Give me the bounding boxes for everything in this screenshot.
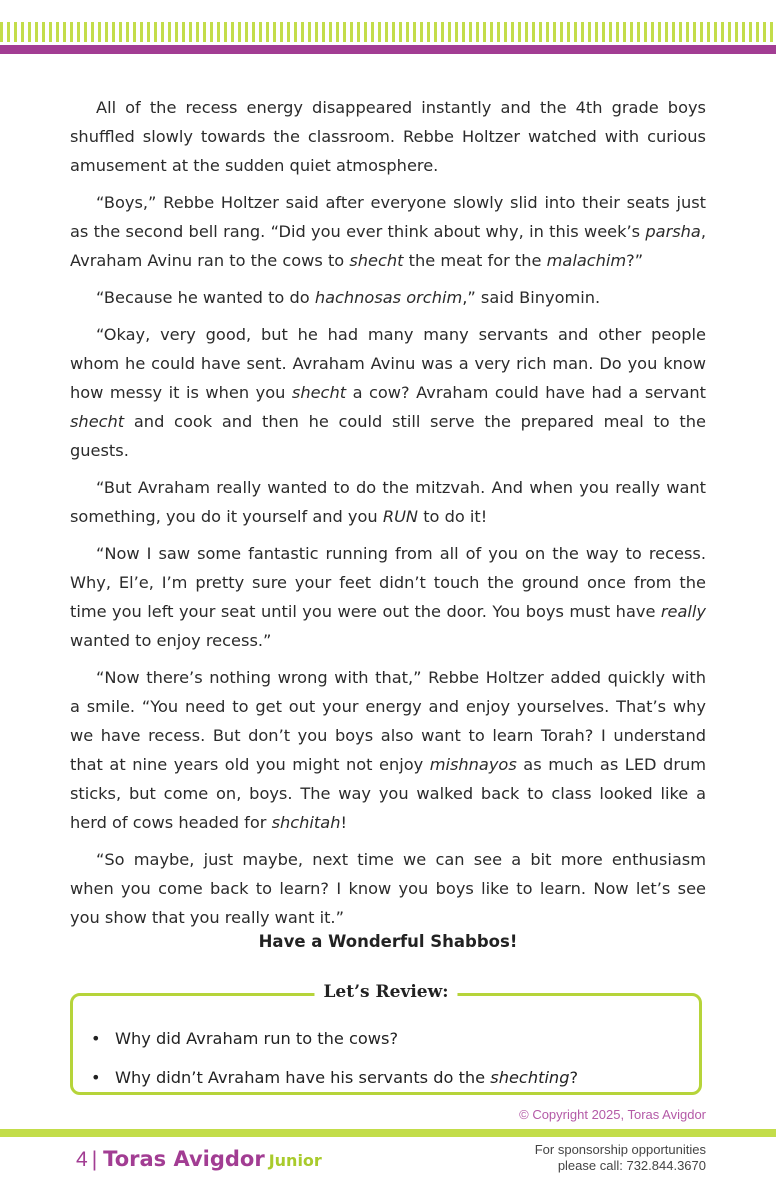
story-paragraph: All of the recess energy disappeared instantly and the 4th grade boys shuffled slowly towards the classroom. Rebbe Holtzer watched with curious amusement at the sudden quiet atmosphere.: [70, 98, 706, 175]
sponsorship-info: [535, 1142, 706, 1174]
footer-brand: [76, 1147, 322, 1172]
review-title: Let’s Review:: [314, 982, 457, 1002]
story-paragraph: “Because he wanted to do hachnosas orchim,” said Binyomin.: [96, 288, 601, 307]
story-body: [70, 93, 706, 940]
bullet-icon: •: [91, 1068, 101, 1087]
brand-sub: Junior: [268, 1151, 322, 1170]
copyright-notice: © Copyright 2025, Toras Avigdor: [519, 1107, 706, 1122]
story-paragraph: “Now I saw some fantastic running from all of you on the way to recess. Why, El’e, I’m pretty sure your feet didn’t touch the ground once from the time you left your seat until you were out the door. You boys must have really wanted to enjoy recess.”: [70, 544, 706, 650]
page-number: 4: [76, 1148, 88, 1171]
review-question-text: Why didn’t Avraham have his servants do the shechting?: [115, 1068, 579, 1087]
sponsorship-phone: please call: 732.844.3670: [557, 1158, 706, 1173]
bullet-icon: •: [91, 1029, 101, 1048]
brand-name: Toras Avigdor: [103, 1147, 265, 1171]
review-box: [70, 982, 702, 1095]
story-paragraph: “Okay, very good, but he had many many servants and other people whom he could have sent. Avraham Avinu was a very rich man. Do you know how messy it is when you shecht a cow? Avraham could have had a servant shecht and cook and then he could still serve the prepared meal to the guests.: [70, 325, 707, 460]
story-paragraph: “But Avraham really wanted to do the mitzvah. And when you really want something, you do it yourself and you RUN to do it!: [70, 478, 706, 526]
review-question: [73, 1019, 699, 1058]
review-question: [73, 1058, 699, 1097]
header-bar: [0, 45, 776, 54]
story-paragraph: “Now there’s nothing wrong with that,” Rebbe Holtzer added quickly with a smile. “You need to get out your energy and enjoy yourselves. That’s why we have recess. But don’t you boys also want to learn Torah? I understand that at nine years old you might not enjoy mishnayos as much as LED drum sticks, but come on, boys. The way you walked back to class looked like a herd of cows headed for shchitah!: [70, 668, 706, 832]
footer-divider: |: [91, 1148, 98, 1171]
review-list: [73, 1019, 699, 1097]
story-paragraph: “So maybe, just maybe, next time we can see a bit more enthusiasm when you come back to learn? I know you boys like to learn. Now let’s see you show that you really want it.”: [70, 850, 706, 927]
closing-greeting: Have a Wonderful Shabbos!: [258, 932, 518, 951]
footer-bar: [0, 1129, 776, 1137]
sponsorship-line: For sponsorship opportunities: [534, 1142, 706, 1157]
review-question-text: Why did Avraham run to the cows?: [115, 1029, 399, 1048]
decorative-tick-strip: [0, 22, 776, 42]
story-paragraph: “Boys,” Rebbe Holtzer said after everyone slowly slid into their seats just as the second bell rang. “Did you ever think about why, in this week’s parsha, Avraham Avinu ran to the cows to shecht the meat for the malachim?”: [70, 193, 706, 270]
